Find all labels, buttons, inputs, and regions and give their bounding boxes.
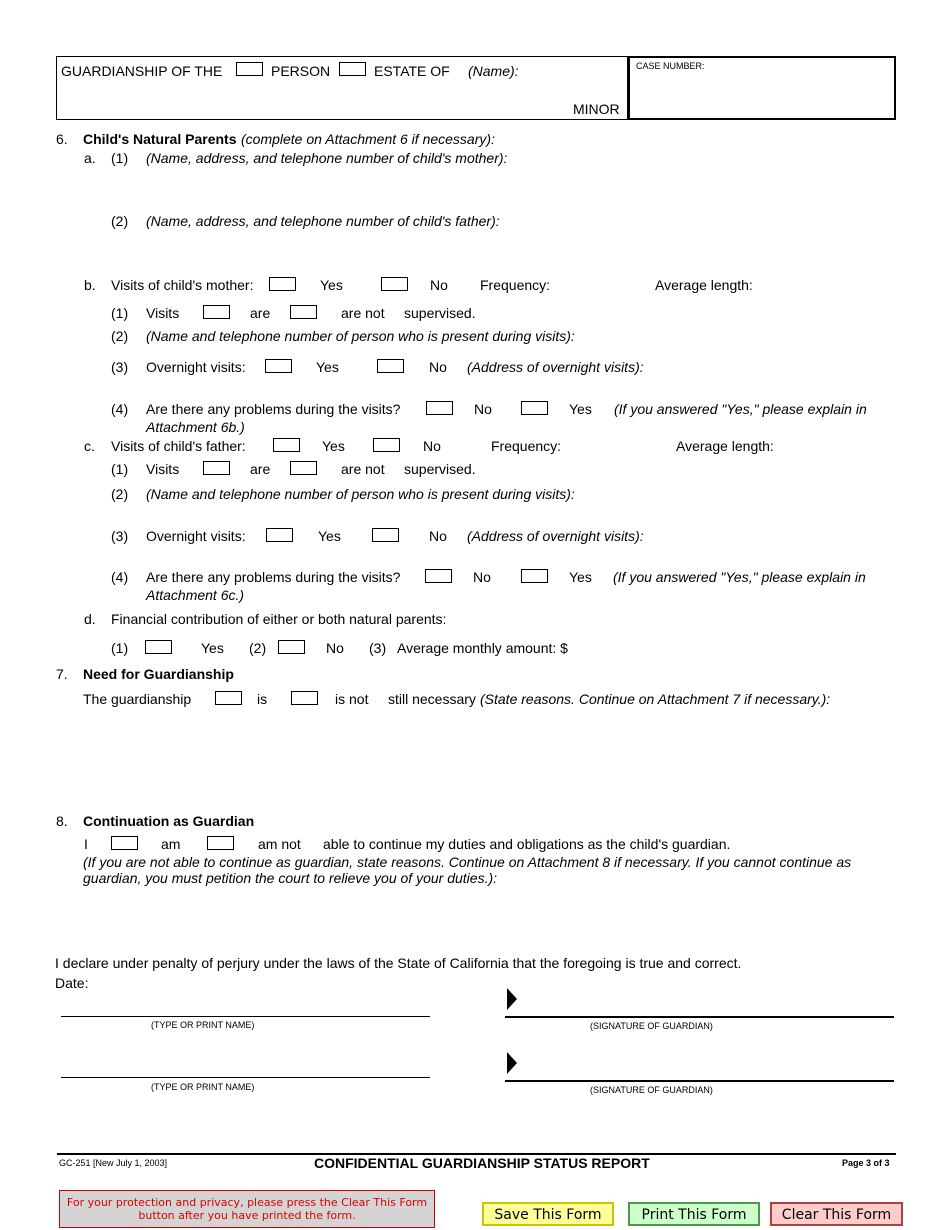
save-form-button[interactable]: Save This Form [482, 1202, 614, 1226]
item-6d3-number: (3) [369, 640, 387, 656]
privacy-notice [59, 1190, 435, 1228]
guardianship-reasons-hint: (State reasons. Continue on Attachment 7 if necessary.): [480, 691, 831, 707]
father-supervised-are-checkbox[interactable] [203, 461, 230, 475]
mother-visits-no-checkbox[interactable] [381, 277, 408, 291]
signature-line-2[interactable] [505, 1080, 894, 1082]
item-6d-letter: d. [84, 611, 96, 627]
item-6c4-number: (4) [111, 569, 129, 585]
mother-supervised-are-not-checkbox[interactable] [290, 305, 317, 319]
signature-line-1[interactable] [505, 1016, 894, 1018]
item-6d2-number: (2) [249, 640, 267, 656]
i-label: I [84, 836, 88, 852]
item-6b4-number: (4) [111, 401, 129, 417]
mother-problems-yes-checkbox[interactable] [521, 401, 548, 415]
mother-visits-yes-checkbox[interactable] [269, 277, 296, 291]
financial-yes-checkbox[interactable] [145, 640, 172, 654]
item-6a2-number: (2) [111, 213, 129, 229]
guardianship-is-checkbox[interactable] [215, 691, 242, 705]
financial-contribution-label: Financial contribution of either or both natural parents: [111, 611, 447, 627]
father-visits-label: Visits of child's father: [111, 438, 246, 454]
case-number-label: CASE NUMBER: [636, 61, 705, 71]
father-problems-no-label: No [473, 569, 491, 585]
father-problems-no-checkbox[interactable] [425, 569, 452, 583]
section-8-number: 8. [56, 813, 68, 829]
continuation-hint-2: guardian, you must petition the court to relieve you of your duties.): [83, 870, 498, 886]
guardianship-is-not-label: is not [335, 691, 369, 707]
father-problems-hint-2: Attachment 6c.) [146, 587, 245, 603]
mother-overnight-label: Overnight visits: [146, 359, 246, 375]
mother-info-hint: (Name, address, and telephone number of child's mother): [146, 150, 508, 166]
item-6b3-number: (3) [111, 359, 129, 375]
mother-supervised-label: supervised. [404, 305, 476, 321]
mother-visits-no-label: No [430, 277, 448, 293]
father-present-person-hint: (Name and telephone number of person who is present during visits): [146, 486, 575, 502]
father-overnight-yes-checkbox[interactable] [266, 528, 293, 542]
signature-arrow-icon [507, 988, 517, 1010]
guardianship-is-label: is [257, 691, 268, 707]
father-supervised-label: supervised. [404, 461, 476, 477]
name-hint: (Name): [468, 63, 519, 79]
mother-visits-label: Visits of child's mother: [111, 277, 254, 293]
father-supervised-are-not-checkbox[interactable] [290, 461, 317, 475]
page-number: Page 3 of 3 [842, 1158, 890, 1168]
section-6-title: Child's Natural Parents [83, 131, 237, 147]
section-6-number: 6. [56, 131, 68, 147]
print-form-button[interactable]: Print This Form [628, 1202, 760, 1226]
item-6d1-number: (1) [111, 640, 129, 656]
form-id: GC-251 [New July 1, 2003] [59, 1158, 168, 1168]
section-8-title: Continuation as Guardian [83, 813, 255, 829]
estate-of-label: ESTATE OF [374, 63, 450, 79]
father-visits-word: Visits [146, 461, 180, 477]
mother-overnight-no-checkbox[interactable] [377, 359, 404, 373]
mother-overnight-no-label: No [429, 359, 447, 375]
able-to-continue-text: able to continue my duties and obligations as the child's guardian. [323, 836, 731, 852]
item-6b1-number: (1) [111, 305, 129, 321]
father-overnight-no-checkbox[interactable] [372, 528, 399, 542]
mother-overnight-address-hint: (Address of overnight visits): [467, 359, 644, 375]
signature-caption-1: (SIGNATURE OF GUARDIAN) [590, 1021, 713, 1031]
guardianship-is-not-checkbox[interactable] [291, 691, 318, 705]
father-are-label: are [250, 461, 271, 477]
mother-problems-question: Are there any problems during the visits? [146, 401, 401, 417]
mother-frequency-label: Frequency: [480, 277, 551, 293]
mother-problems-hint-2: Attachment 6b.) [146, 419, 245, 435]
section-6-note: (complete on Attachment 6 if necessary): [241, 131, 495, 147]
mother-are-label: are [250, 305, 271, 321]
father-visits-no-label: No [423, 438, 441, 454]
privacy-notice-line-1: For your protection and privacy, please press the Clear This Form [66, 1196, 428, 1209]
am-label: am [161, 836, 181, 852]
father-overnight-yes-label: Yes [318, 528, 341, 544]
print-name-line-2[interactable] [61, 1077, 430, 1078]
financial-yes-label: Yes [201, 640, 224, 656]
father-visits-no-checkbox[interactable] [373, 438, 400, 452]
mother-problems-yes-label: Yes [569, 401, 592, 417]
estate-checkbox[interactable] [339, 62, 366, 76]
item-6a-letter: a. [84, 150, 96, 166]
print-name-line-1[interactable] [61, 1016, 430, 1017]
father-problems-hint-1: (If you answered "Yes," please explain in [613, 569, 866, 585]
section-7-title: Need for Guardianship [83, 666, 234, 682]
father-visits-yes-checkbox[interactable] [273, 438, 300, 452]
mother-visits-word: Visits [146, 305, 180, 321]
person-label: PERSON [271, 63, 331, 79]
am-not-checkbox[interactable] [207, 836, 234, 850]
section-7-number: 7. [56, 666, 68, 682]
clear-form-button[interactable]: Clear This Form [770, 1202, 903, 1226]
mother-avg-length-label: Average length: [655, 277, 753, 293]
signature-caption-2: (SIGNATURE OF GUARDIAN) [590, 1085, 713, 1095]
item-6c-letter: c. [84, 438, 95, 454]
guardianship-of-the-label: GUARDIANSHIP OF THE [61, 63, 223, 79]
father-problems-yes-label: Yes [569, 569, 592, 585]
date-label: Date: [55, 975, 89, 991]
mother-visits-yes-label: Yes [320, 277, 343, 293]
item-6c3-number: (3) [111, 528, 129, 544]
privacy-notice-line-2: button after you have printed the form. [138, 1209, 356, 1222]
signature-arrow-icon [507, 1052, 517, 1074]
item-6c2-number: (2) [111, 486, 129, 502]
mother-problems-hint-1: (If you answered "Yes," please explain in [614, 401, 867, 417]
mother-problems-no-label: No [474, 401, 492, 417]
am-not-label: am not [258, 836, 301, 852]
print-name-caption-2: (TYPE OR PRINT NAME) [151, 1082, 255, 1092]
the-guardianship-label: The guardianship [83, 691, 192, 707]
father-problems-question: Are there any problems during the visits? [146, 569, 401, 585]
father-overnight-label: Overnight visits: [146, 528, 246, 544]
print-name-caption-1: (TYPE OR PRINT NAME) [151, 1020, 255, 1030]
declaration-text: I declare under penalty of perjury under the laws of the State of California that the foregoing is true and correct. [55, 955, 742, 971]
father-overnight-address-hint: (Address of overnight visits): [467, 528, 644, 544]
still-necessary-label: still necessary [388, 691, 476, 707]
item-6c1-number: (1) [111, 461, 129, 477]
item-6b-letter: b. [84, 277, 96, 293]
financial-no-checkbox[interactable] [278, 640, 305, 654]
father-frequency-label: Frequency: [491, 438, 562, 454]
avg-monthly-amount-label: Average monthly amount: $ [397, 640, 568, 656]
mother-overnight-yes-checkbox[interactable] [265, 359, 292, 373]
mother-supervised-are-checkbox[interactable] [203, 305, 230, 319]
father-avg-length-label: Average length: [676, 438, 774, 454]
father-overnight-no-label: No [429, 528, 447, 544]
continuation-hint-1: (If you are not able to continue as guardian, state reasons. Continue on Attachment 8 if necessary. If you cannot continue as [83, 854, 852, 870]
father-problems-yes-checkbox[interactable] [521, 569, 548, 583]
item-6b2-number: (2) [111, 328, 129, 344]
mother-present-person-hint: (Name and telephone number of person who is present during visits): [146, 328, 575, 344]
mother-are-not-label: are not [341, 305, 385, 321]
person-checkbox[interactable] [236, 62, 263, 76]
mother-overnight-yes-label: Yes [316, 359, 339, 375]
footer-title: CONFIDENTIAL GUARDIANSHIP STATUS REPORT [314, 1155, 650, 1171]
father-visits-yes-label: Yes [322, 438, 345, 454]
father-info-hint: (Name, address, and telephone number of child's father): [146, 213, 500, 229]
mother-problems-no-checkbox[interactable] [426, 401, 453, 415]
item-6a1-number: (1) [111, 150, 129, 166]
am-checkbox[interactable] [111, 836, 138, 850]
minor-label: MINOR [573, 101, 620, 117]
father-are-not-label: are not [341, 461, 385, 477]
financial-no-label: No [326, 640, 344, 656]
